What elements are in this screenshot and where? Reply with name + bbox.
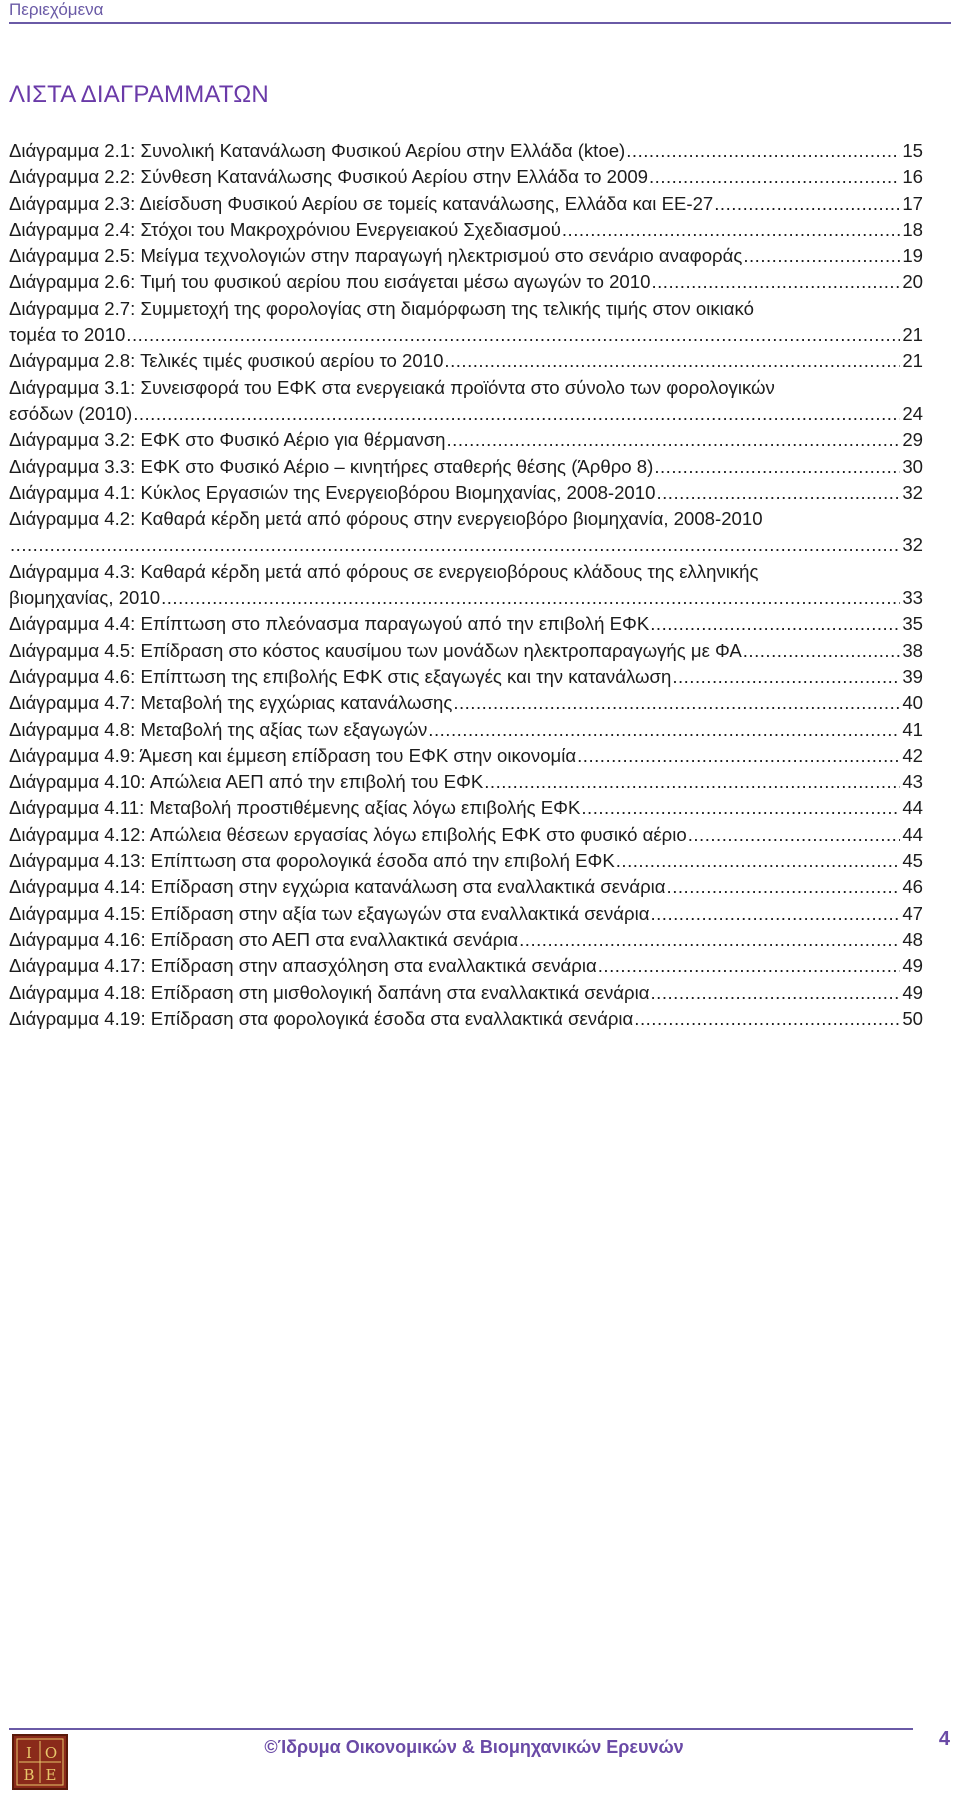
toc-page-number: 19 — [902, 245, 923, 267]
toc-entry[interactable] — [9, 690, 923, 716]
page-number: 4 — [938, 1728, 950, 1750]
toc-entry[interactable] — [9, 164, 923, 190]
toc-leader-dots — [577, 743, 900, 769]
toc-leader-dots — [562, 217, 900, 243]
toc-entry-line — [9, 191, 923, 217]
toc-entry-text: Διάγραμμα 4.11: Μεταβολή προστιθέμενης αξίας λόγω επιβολής ΕΦΚ — [9, 797, 581, 819]
toc-entry[interactable] — [9, 480, 923, 506]
toc-entry[interactable] — [9, 348, 923, 374]
toc-page-number: 44 — [902, 823, 923, 845]
toc-leader-dots — [651, 269, 900, 295]
toc-entry[interactable] — [9, 717, 923, 743]
toc-entry-text: Διάγραμμα 3.1: Συνεισφορά του ΕΦΚ στα ενεργειακά προϊόντα στο σύνολο των φορολογικών — [9, 376, 775, 398]
toc-entry-text: Διάγραμμα 2.5: Μείγμα τεχνολογιών στην παραγωγή ηλεκτρισμού στο σενάριο αναφοράς — [9, 245, 743, 267]
toc-entry[interactable] — [9, 638, 923, 664]
toc-entry-line — [9, 322, 923, 348]
toc-page-number: 46 — [902, 876, 923, 898]
toc-entry-line — [9, 822, 923, 848]
logo-letter: Ε — [45, 1766, 57, 1784]
toc-page-number: 29 — [902, 429, 923, 451]
toc-entry-line — [9, 164, 923, 190]
toc-entry-text: Διάγραμμα 4.2: Καθαρά κέρδη μετά από φόρους στην ενεργειοβόρο βιομηχανία, 2008-2010 — [9, 508, 763, 530]
figures-list — [9, 138, 923, 1032]
toc-entry[interactable] — [9, 953, 923, 979]
toc-leader-dots — [688, 822, 901, 848]
toc-page-number: 35 — [902, 613, 923, 635]
toc-entry-text: Διάγραμμα 2.6: Τιμή του φυσικού αερίου που εισάγεται μέσω αγωγών το 2010 — [9, 271, 651, 293]
header-divider — [9, 22, 951, 24]
toc-entry[interactable] — [9, 1006, 923, 1032]
footer-organization: ©Ίδρυμα Οικονομικών & Βιομηχανικών Ερευνών — [264, 1737, 684, 1757]
toc-entry-text: Διάγραμμα 4.7: Μεταβολή της εγχώριας κατανάλωσης — [9, 692, 453, 714]
toc-entry[interactable] — [9, 217, 923, 243]
toc-entry-line — [9, 717, 923, 743]
toc-entry-line — [9, 953, 923, 979]
toc-entry-text: Διάγραμμα 4.19: Επίδραση στα φορολογικά έσοδα στα εναλλακτικά σενάρια — [9, 1007, 634, 1029]
toc-leader-dots — [656, 480, 900, 506]
toc-entry-text: Διάγραμμα 2.2: Σύνθεση Κατανάλωσης Φυσικού Αερίου στην Ελλάδα το 2009 — [9, 166, 649, 188]
logo-letter: Ο — [44, 1744, 58, 1762]
toc-entry-line — [9, 848, 923, 874]
toc-entry-text: Διάγραμμα 4.14: Επίδραση στην εγχώρια κατανάλωση στα εναλλακτικά σενάρια — [9, 876, 666, 898]
logo-letter: Β — [23, 1766, 35, 1784]
toc-entry-text: Διάγραμμα 4.9: Άμεση και έμμεση επίδραση του ΕΦΚ στην οικονομία — [9, 744, 577, 766]
toc-entry-text: Διάγραμμα 4.17: Επίδραση στην απασχόληση στα εναλλακτικά σενάρια — [9, 955, 597, 977]
toc-entry-text: Διάγραμμα 2.8: Τελικές τιμές φυσικού αερίου το 2010 — [9, 350, 444, 372]
toc-leader-dots — [626, 138, 900, 164]
toc-page-number: 39 — [902, 665, 923, 687]
toc-leader-dots — [453, 690, 900, 716]
toc-leader-dots — [743, 638, 901, 664]
toc-leader-dots — [447, 427, 901, 453]
toc-leader-dots — [519, 927, 900, 953]
toc-entry[interactable] — [9, 191, 923, 217]
toc-entry-text: Διάγραμμα 2.3: Διείσδυση Φυσικού Αερίου σε τομείς κατανάλωσης, Ελλάδα και ΕΕ-27 — [9, 192, 714, 214]
toc-page-number: 50 — [902, 1007, 923, 1029]
toc-entry[interactable] — [9, 269, 923, 295]
toc-page-number: 21 — [902, 324, 923, 346]
toc-entry-line — [9, 427, 923, 453]
toc-entry-line — [9, 743, 923, 769]
toc-entry[interactable] — [9, 427, 923, 453]
toc-entry-text: Διάγραμμα 4.8: Μεταβολή της αξίας των εξαγωγών — [9, 718, 428, 740]
toc-entry-line — [9, 901, 923, 927]
toc-page-number: 16 — [902, 166, 923, 188]
toc-leader-dots — [634, 1006, 900, 1032]
toc-page-number: 42 — [902, 744, 923, 766]
toc-leader-dots — [428, 717, 900, 743]
toc-entry-line — [9, 611, 923, 637]
toc-entry-text: Διάγραμμα 4.10: Απώλεια ΑΕΠ από την επιβολή του ΕΦΚ — [9, 771, 484, 793]
toc-page-number: 38 — [902, 639, 923, 661]
toc-entry-line — [9, 217, 923, 243]
toc-leader-dots — [714, 191, 900, 217]
toc-entry-text: Διάγραμμα 4.5: Επίδραση στο κόστος καυσίμου των μονάδων ηλεκτροπαραγωγής με ΦΑ — [9, 639, 742, 661]
toc-entry-line — [9, 980, 923, 1006]
toc-page-number: 32 — [902, 534, 923, 556]
toc-leader-dots — [484, 769, 900, 795]
toc-entry-text: εσόδων (2010) — [9, 402, 133, 424]
toc-leader-dots — [672, 664, 900, 690]
toc-entry-text: Διάγραμμα 3.2: ΕΦΚ στο Φυσικό Αέριο για θέρμανση — [9, 429, 446, 451]
toc-leader-dots — [10, 532, 900, 558]
toc-entry-line — [9, 664, 923, 690]
toc-page-number: 21 — [902, 350, 923, 372]
toc-page-number: 48 — [902, 928, 923, 950]
toc-entry-line — [9, 927, 923, 953]
toc-leader-dots — [598, 953, 901, 979]
toc-page-number: 49 — [902, 981, 923, 1003]
toc-entry-text: Διάγραμμα 2.1: Συνολική Κατανάλωση Φυσικού Αερίου στην Ελλάδα (ktoe) — [9, 140, 626, 161]
toc-leader-dots — [616, 848, 901, 874]
toc-leader-dots — [654, 454, 900, 480]
toc-entry-text: βιομηχανίας, 2010 — [9, 587, 161, 609]
toc-page-number: 47 — [902, 902, 923, 924]
page-header-title: Περιεχόμενα — [9, 0, 104, 19]
toc-entry-line — [9, 874, 923, 900]
toc-page-number: 32 — [902, 481, 923, 503]
toc-entry-line — [9, 138, 923, 164]
toc-page-number: 45 — [902, 850, 923, 872]
toc-leader-dots — [649, 164, 900, 190]
toc-entry-line — [9, 348, 923, 374]
toc-page-number: 15 — [902, 140, 923, 161]
toc-entry-text: Διάγραμμα 2.4: Στόχοι του Μακροχρόνιου Ενεργειακού Σχεδιασμού — [9, 218, 561, 240]
toc-entry[interactable] — [9, 901, 923, 927]
toc-entry-text: τομέα το 2010 — [9, 324, 126, 346]
logo-letter: Ι — [26, 1744, 32, 1762]
toc-entry[interactable] — [9, 506, 923, 559]
toc-entry-line — [9, 454, 923, 480]
toc-leader-dots — [581, 795, 900, 821]
toc-entry[interactable] — [9, 664, 923, 690]
toc-leader-dots — [650, 611, 900, 637]
toc-entry-text: Διάγραμμα 4.16: Επίδραση στο ΑΕΠ στα εναλλακτικά σενάρια — [9, 928, 519, 950]
toc-entry-line — [9, 269, 923, 295]
toc-page-number: 49 — [902, 955, 923, 977]
toc-entry-line — [9, 1006, 923, 1032]
toc-entry-text: Διάγραμμα 4.6: Επίπτωση της επιβολής ΕΦΚ στις εξαγωγές και την κατανάλωση — [9, 665, 672, 687]
toc-entry-line — [9, 480, 923, 506]
toc-leader-dots — [667, 874, 901, 900]
toc-page-number: 44 — [902, 797, 923, 819]
toc-entry-line — [9, 769, 923, 795]
toc-entry-text: Διάγραμμα 4.12: Απώλεια θέσεων εργασίας λόγω επιβολής ΕΦΚ στο φυσικό αέριο — [9, 823, 687, 845]
toc-leader-dots — [651, 980, 901, 1006]
toc-entry-text: Διάγραμμα 2.7: Συμμετοχή της φορολογίας στη διαμόρφωση της τελικής τιμής στον οικιακό — [9, 297, 754, 319]
toc-entry[interactable] — [9, 611, 923, 637]
toc-entry[interactable] — [9, 375, 923, 428]
toc-entry-text: Διάγραμμα 4.3: Καθαρά κέρδη μετά από φόρους σε ενεργειοβόρους κλάδους της ελληνικής — [9, 560, 759, 582]
toc-entry-text: Διάγραμμα 3.3: ΕΦΚ στο Φυσικό Αέριο – κινητήρες σταθερής θέσης (Άρθρο 8) — [9, 455, 654, 477]
toc-entry[interactable] — [9, 559, 923, 612]
list-of-figures-heading: ΛΙΣΤΑ ΔΙΑΓΡΑΜΜΑΤΩΝ — [9, 81, 269, 108]
toc-leader-dots — [126, 322, 900, 348]
toc-page-number: 30 — [902, 455, 923, 477]
toc-entry-line — [9, 401, 923, 427]
toc-entry-line — [9, 690, 923, 716]
toc-leader-dots — [133, 401, 900, 427]
toc-entry[interactable] — [9, 927, 923, 953]
toc-entry-text: Διάγραμμα 4.1: Κύκλος Εργασιών της Ενεργειοβόρου Βιομηχανίας, 2008-2010 — [9, 481, 656, 503]
toc-entry[interactable] — [9, 743, 923, 769]
toc-leader-dots — [161, 585, 900, 611]
toc-entry-line — [9, 638, 923, 664]
toc-page-number: 24 — [902, 402, 923, 424]
toc-entry[interactable] — [9, 822, 923, 848]
toc-entry[interactable] — [9, 454, 923, 480]
toc-entry-text: Διάγραμμα 4.18: Επίδραση στη μισθολογική δαπάνη στα εναλλακτικά σενάρια — [9, 981, 650, 1003]
toc-entry-line — [9, 243, 923, 269]
toc-page-number: 18 — [902, 218, 923, 240]
toc-leader-dots — [743, 243, 900, 269]
toc-entry[interactable] — [9, 848, 923, 874]
toc-page-number: 33 — [902, 587, 923, 609]
toc-entry[interactable] — [9, 296, 923, 349]
toc-page-number: 20 — [902, 271, 923, 293]
toc-entry[interactable] — [9, 243, 923, 269]
toc-page-number: 41 — [902, 718, 923, 740]
toc-entry[interactable] — [9, 980, 923, 1006]
toc-entry-text: Διάγραμμα 4.4: Επίπτωση στο πλεόνασμα παραγωγού από την επιβολή ΕΦΚ — [9, 613, 650, 635]
toc-entry-line — [9, 532, 923, 558]
footer-divider — [9, 1728, 913, 1730]
toc-page-number: 40 — [902, 692, 923, 714]
toc-entry-text: Διάγραμμα 4.13: Επίπτωση στα φορολογικά έσοδα από την επιβολή ΕΦΚ — [9, 850, 615, 872]
toc-entry[interactable] — [9, 769, 923, 795]
toc-page-number: 43 — [902, 771, 923, 793]
toc-entry-text: Διάγραμμα 4.15: Επίδραση στην αξία των εξαγωγών στα εναλλακτικά σενάρια — [9, 902, 650, 924]
toc-entry-line — [9, 795, 923, 821]
toc-leader-dots — [650, 901, 900, 927]
toc-entry[interactable] — [9, 874, 923, 900]
toc-entry[interactable] — [9, 795, 923, 821]
toc-entry[interactable] — [9, 138, 923, 164]
toc-page-number: 17 — [902, 192, 923, 214]
toc-entry-line — [9, 585, 923, 611]
toc-leader-dots — [444, 348, 900, 374]
